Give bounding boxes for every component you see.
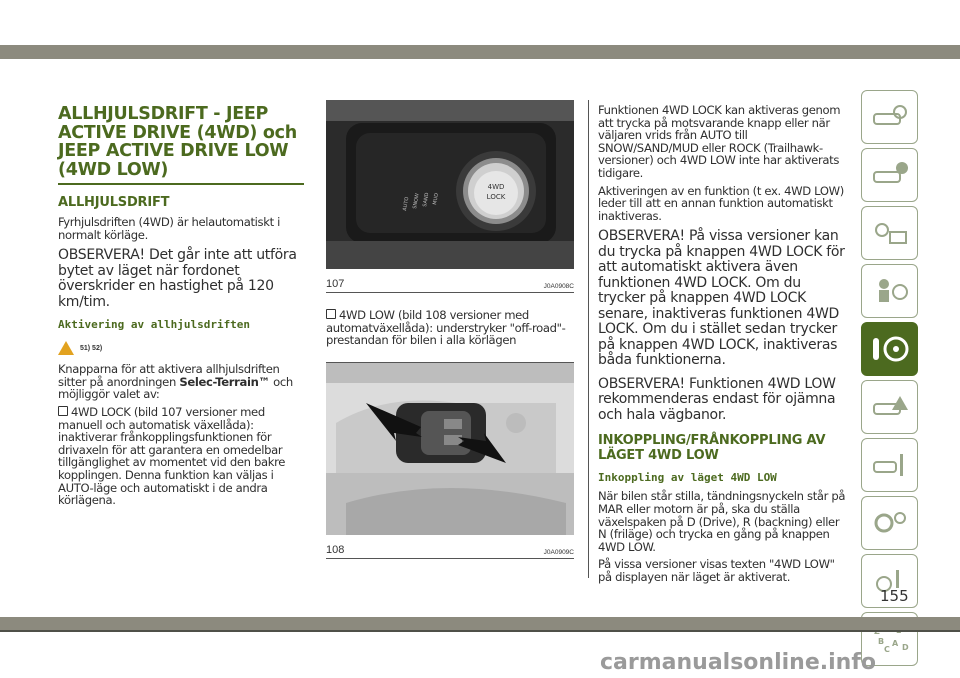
mode-label-mud: MUD (432, 192, 441, 206)
paragraph-lock-activation: Funktionen 4WD LOCK kan aktiveras genom att trycka på motsvarande knapp eller när väljaren vrids från AUTO till SNOW/SAND/MUD eller ROCK (Trailhawk-versioner) och 4WD LOW inte har aktiverats tidigare. (598, 103, 841, 180)
paragraph-display-text: På vissa versioner visas texten "4WD LOW" på displayen när läget är aktiverat. (598, 557, 835, 584)
paragraph-buttons (58, 363, 304, 401)
bottom-band-line (0, 630, 960, 632)
warning-reference (58, 341, 304, 355)
bottom-band (0, 617, 960, 630)
paragraph-4wd-low-text: 4WD LOW (bild 108 versioner med automatväxellåda): understryker "off-road"-prestandan för bilen i alla körlägen (326, 308, 566, 348)
bullet-square-icon (58, 406, 68, 416)
mode-label-sand: SAND (422, 192, 431, 208)
figure-108 (326, 362, 574, 559)
tab-starting-driving[interactable] (861, 322, 918, 376)
svg-text:A: A (891, 639, 898, 648)
tab-service[interactable] (861, 438, 918, 492)
knob-label-lock: LOCK (486, 193, 506, 201)
figure-108-image (326, 363, 574, 540)
paragraph-buttons-text-end: och möjliggör valet av: (58, 374, 293, 402)
page-title: ALLHJULSDRIFT - JEEP ACTIVE DRIVE (4WD) och JEEP ACTIVE DRIVE LOW (4WD LOW) (58, 105, 304, 185)
figure-107-caption (326, 274, 574, 293)
knob-label-4wd: 4WD (487, 183, 505, 191)
figure-108-code: J0A0909C (543, 548, 574, 556)
steering-key-icon (870, 334, 910, 364)
column-middle (326, 100, 574, 559)
paragraph-4wd-low (326, 309, 574, 347)
note-4wd-low-recommend: OBSERVERA! Funktionen 4WD LOW rekommenderas endast för ojämna och hala vägbanor. (598, 375, 836, 423)
note-versions: OBSERVERA! På vissa versioner kan du trycka på knappen 4WD LOCK för att automatiskt aktivera även funktionen 4WD LOCK. Om du trycker på knappen 4WD LOCK senare, inaktiveras funktionen 4WD LOCK. Om du i stället sedan trycker på knappen 4WD LOCK, inaktiveras båda funktionerna. (598, 228, 845, 369)
figure-107-number: 107 (326, 278, 345, 290)
note-speed: OBSERVERA! Det går inte att utföra bytet av läget när fordonet överskrider en hastighet på 120 km/tim. (58, 247, 297, 310)
watermark: carmanualsonline.info (600, 650, 876, 675)
paragraph-intro: Fyrhjulsdriften (4WD) är helautomatiskt i normalt körläge. (58, 215, 281, 242)
car-info-icon (870, 160, 910, 190)
tab-emergency[interactable] (861, 380, 918, 434)
section-title-4wd-low: INKOPPLING/FRÅNKOPPLING AV LÄGET 4WD LOW (598, 433, 826, 464)
mode-label-snow: SNOW (412, 192, 421, 210)
subheading-4wd-low-engage: Inkoppling av läget 4WD LOW (598, 471, 777, 485)
column-divider (588, 100, 589, 578)
svg-text:D: D (901, 643, 909, 652)
column-left (58, 100, 304, 512)
paragraph-4wd-lock-text: 4WD LOCK (bild 107 versioner med manuell och automatisk växellåda): inaktiverar frånkopplingsfunktionen för drivaxeln för att garantera en omedelbar tillgänglighet av momentet vid den bakre kopplingen. Denna funktion kan väljas i AUTO-läge och automatiskt i de andra körlägena. (58, 404, 286, 508)
car-search-icon (870, 102, 910, 132)
warning-refs: 51) 52) (80, 344, 103, 352)
subheading-activation: Aktivering av allhjulsdriften (58, 318, 251, 332)
paragraph-buttons-text: Knapparna för att aktivera allhjulsdriften sitter på anordningen (58, 362, 280, 389)
tab-car-search[interactable] (861, 90, 918, 144)
chapter-tabs (861, 90, 921, 670)
svg-text:C: C (883, 645, 890, 654)
svg-text:B: B (877, 637, 884, 646)
figure-108-caption (326, 540, 574, 559)
top-band (0, 45, 960, 59)
paragraph-engage-steps: När bilen står stilla, tändningsnyckeln står på MAR eller motorn är på, ska du ställa växelspaken på D (Drive), R (backning) eller N (friläge) och trycka en gång på knappen 4WD LOW. (598, 489, 846, 554)
tab-lights-messages[interactable] (861, 206, 918, 260)
paragraph-4wd-lock (58, 406, 304, 507)
airbag-person-icon (870, 276, 910, 306)
tab-technical-data[interactable] (861, 496, 918, 550)
figure-107-code: J0A0908C (543, 283, 574, 290)
bullet-square-icon (326, 309, 336, 319)
figure-107 (326, 100, 574, 293)
light-message-icon (870, 218, 910, 248)
tab-car-info[interactable] (861, 148, 918, 202)
brand-selec-terrain: Selec-Terrain™ (179, 374, 270, 389)
car-warning-icon (870, 392, 910, 422)
figure-107-image (326, 101, 574, 274)
section-title-allhjulsdrift: ALLHJULSDRIFT (58, 195, 170, 210)
warning-triangle-icon (58, 341, 74, 355)
figure-108-number: 108 (326, 543, 345, 556)
car-tools-icon (870, 450, 910, 480)
gears-icon (870, 508, 910, 538)
paragraph-function-deactivate: Aktiveringen av en funktion (t ex. 4WD LOW) leder till att en annan funktion automatiskt inaktiveras. (598, 183, 844, 223)
mode-label-auto: AUTO (402, 196, 411, 212)
column-right (598, 104, 848, 589)
page-number: 155 (880, 587, 909, 605)
tab-safety[interactable] (861, 264, 918, 318)
